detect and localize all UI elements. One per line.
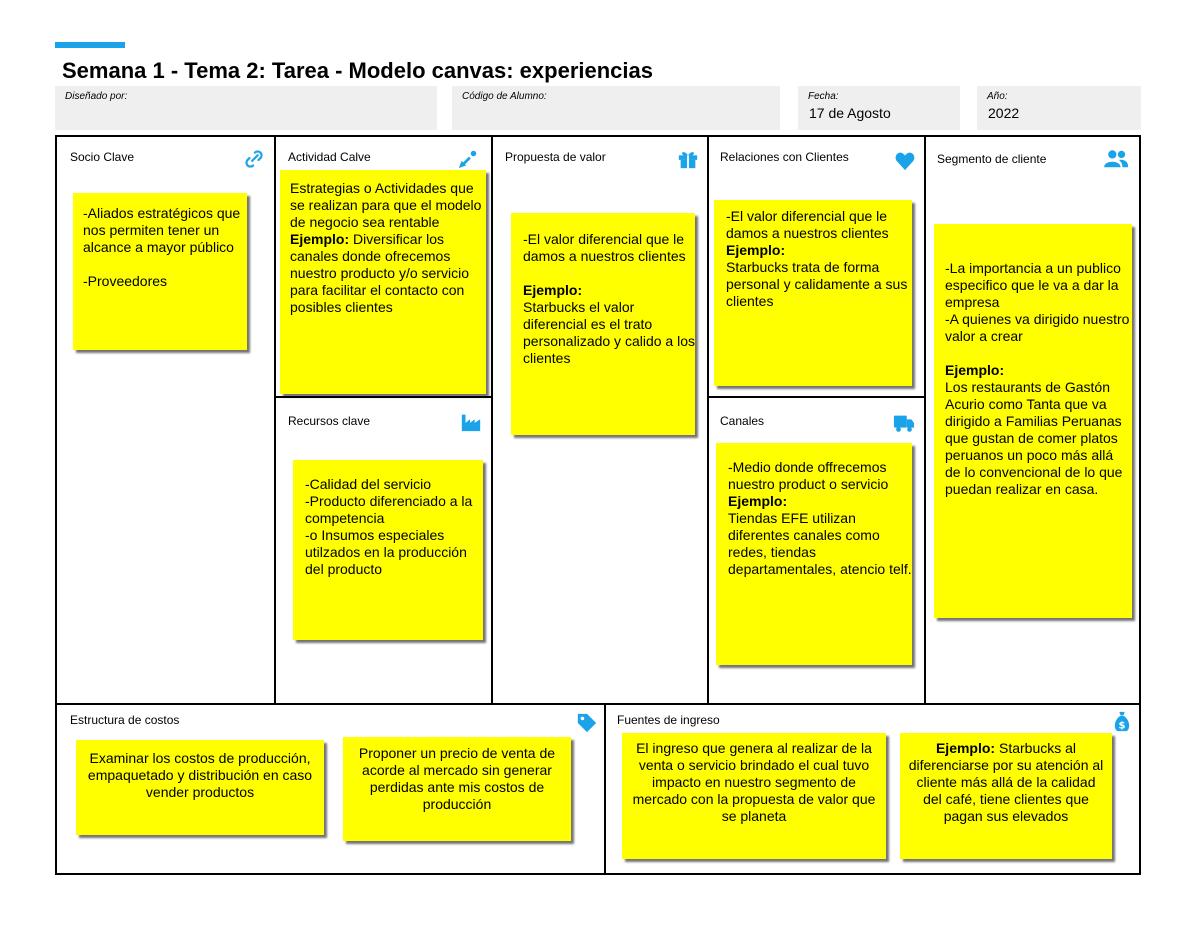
svg-text:$: $	[1118, 720, 1126, 732]
example-label: Ejemplo:	[726, 242, 786, 258]
page-title: Semana 1 - Tema 2: Tarea - Modelo canvas: experiencias	[62, 58, 653, 83]
note-text: Los restaurants de Gastón Acurio como Tanta que va dirigido a Familias Peruanas que gustan de comer platos peruanos un poco más allá de lo convencional de lo que puedan realizar en casa.	[945, 379, 1123, 497]
key-activities-note	[280, 170, 486, 394]
key-resources-title: Recursos clave	[288, 414, 371, 428]
date-label: Fecha:	[808, 91, 839, 102]
student-code-label: Código de Alumno:	[462, 91, 547, 102]
example-label: Ejemplo:	[523, 282, 583, 298]
channels-note	[716, 443, 912, 665]
designed-by-field[interactable]	[55, 86, 437, 130]
money-bag-icon	[1111, 710, 1133, 732]
title-accent-bar	[55, 42, 125, 48]
grid-divider	[274, 396, 493, 398]
value-proposition-title: Propuesta de valor	[505, 150, 606, 164]
key-partners-note	[73, 193, 247, 350]
example-label: Ejemplo:	[728, 493, 788, 509]
note-text: Starbucks trata de forma personal y calidamente a sus clientes	[726, 259, 908, 309]
note-text: -Calidad del servicio	[305, 476, 432, 492]
truck-icon	[893, 412, 915, 434]
tag-icon	[576, 712, 598, 734]
note-text: -A quienes va dirigido nuestro valor a crear	[945, 311, 1130, 344]
note-text: -o Insumos especiales utilzados en la producción del producto	[305, 527, 467, 577]
grid-divider	[491, 135, 493, 704]
student-code-field[interactable]	[452, 86, 780, 130]
link-icon	[243, 148, 265, 170]
note-text: Estrategias o Actividades que se realizan para que el modelo de negocio sea rentable	[290, 180, 482, 230]
note-text: Starbucks al diferenciarse por su atención al cliente más allá de la calidad del café, tiene clientes que pagan sus elevados	[908, 740, 1104, 824]
heart-icon	[894, 150, 916, 172]
grid-divider	[274, 135, 276, 704]
note-text: -Producto diferenciado a la competencia	[305, 493, 473, 526]
customer-segments-title: Segmento de cliente	[937, 152, 1047, 166]
note-text: -El valor diferencial que le damos a nuestros clientes	[523, 231, 686, 264]
note-text: -Medio donde offrecemos nuestro product o servicio	[728, 459, 889, 492]
key-partners-title: Socio Clave	[70, 150, 135, 164]
note-text: -La importancia a un publico especifico que le va a dar la empresa	[945, 260, 1121, 310]
cost-structure-title: Estructura de costos	[70, 713, 180, 727]
customer-segments-note	[934, 224, 1132, 618]
shovel-icon	[457, 148, 479, 170]
year-field[interactable]	[977, 86, 1141, 130]
factory-icon	[460, 411, 482, 433]
grid-divider	[604, 703, 606, 875]
example-label: Ejemplo:	[290, 231, 350, 247]
note-text: Examinar los costos de producción, empaquetado y distribución en caso vender productos	[87, 750, 313, 800]
example-label: Ejemplo:	[945, 362, 1005, 378]
cost-structure-note-1	[76, 740, 324, 835]
note-text: Diversificar los canales donde ofrecemos nuestro producto y/o servicio para facilitar el contacto con posibles clientes	[290, 231, 469, 315]
channels-title: Canales	[720, 414, 765, 428]
users-icon	[1103, 148, 1129, 170]
revenue-streams-title: Fuentes de ingreso	[617, 713, 720, 727]
key-resources-note	[293, 460, 483, 640]
grid-divider	[55, 703, 1141, 705]
grid-divider	[707, 135, 709, 704]
note-text: Proponer un precio de venta de acorde al mercado sin generar perdidas ante mis costos de producción	[358, 745, 556, 812]
note-text: El ingreso que genera al realizar de la venta o servicio brindado el cual tuvo impacto en nuestro segmento de mercado con la propuesta de valor que se planeta	[632, 740, 876, 824]
revenue-streams-note-2	[900, 733, 1112, 859]
grid-divider	[707, 396, 926, 398]
customer-relationships-note	[714, 200, 912, 386]
gift-icon	[677, 148, 699, 170]
value-proposition-note	[511, 213, 695, 435]
revenue-streams-note-1	[622, 733, 886, 859]
cost-structure-note-2	[343, 737, 571, 841]
example-label: Ejemplo:	[935, 740, 996, 756]
date-field[interactable]	[798, 86, 960, 130]
note-text: -El valor diferencial que le damos a nuestros clientes	[726, 208, 889, 241]
note-text: Tiendas EFE utilizan diferentes canales como redes, tiendas departamentales, atencio telf.	[728, 510, 912, 577]
grid-divider	[924, 135, 926, 704]
key-activities-title: Actividad Calve	[288, 150, 371, 164]
note-text: -Proveedores	[83, 273, 168, 289]
note-text: -Aliados estratégicos que nos permiten tener un alcance a mayor público	[83, 205, 241, 255]
date-value: 17 de Agosto	[809, 105, 891, 121]
note-text: Starbucks el valor diferencial es el trato personalizado y calido a los clientes	[523, 299, 695, 366]
customer-relationships-title: Relaciones con Clientes	[720, 150, 849, 164]
year-label: Año:	[987, 91, 1008, 102]
year-value: 2022	[988, 105, 1020, 121]
designed-by-label: Diseñado por:	[65, 91, 128, 102]
